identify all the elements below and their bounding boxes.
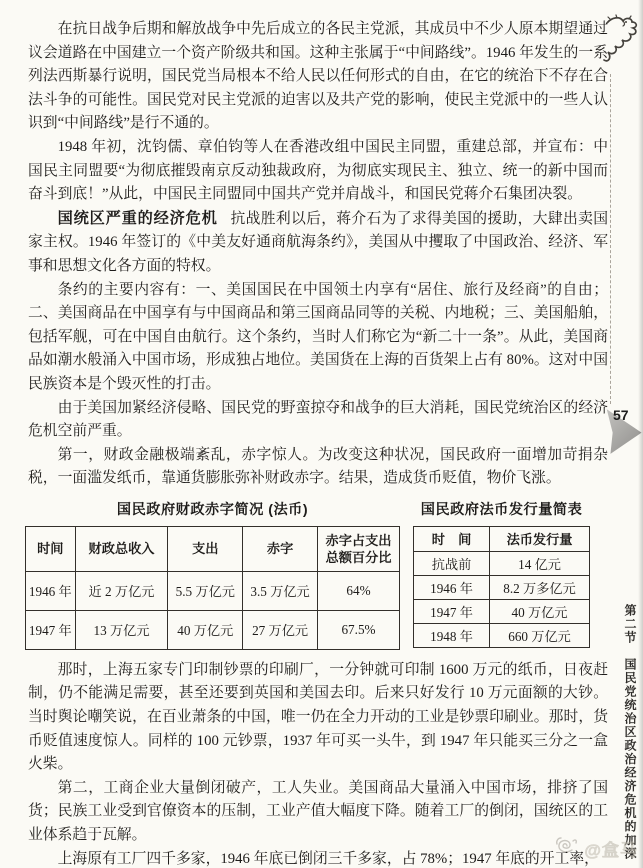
table-cell: 3.5 万亿元 [243,571,318,610]
fiscal-table-title: 国民政府财政赤字简况 (法币) [116,501,309,518]
table-cell: 67.5% [317,610,399,649]
table-cell: 40 万亿元 [168,610,243,649]
paragraph-economic-crisis-intro [28,207,608,279]
watermark-text: @盒马 [584,841,638,860]
table-row [414,551,590,575]
table-cell: 1947 年 [414,599,490,623]
content-column [28,18,608,868]
tables-row [25,499,608,650]
table-cell: 1946 年 [26,571,76,610]
table-cell: 1946 年 [414,575,490,599]
section-intro-text: 抗战胜利以后，蒋介石为了求得美国的援助，大肆出卖国家主权。1946 年签订的《中美友好通商航海条约》，美国从中攫取了中国政治、经济、军事和思想文化各方面的特权。 [28,210,608,274]
currency-issue-table [413,526,590,648]
column-header: 赤字占支出总额百分比 [317,526,399,571]
margin-divider-line [610,74,611,404]
table-cell: 近 2 万亿元 [75,571,168,610]
table-row [414,575,590,599]
column-header: 法币发行量 [490,526,590,551]
table-cell: 5.5 万亿元 [168,571,243,610]
table-cell: 14 亿元 [490,551,590,575]
paragraph-treaty-contents: 条约的主要内容有：一、美国国民在中国领土内享有“居住、旅行及经商”的自由；二、美国商品在中国享有与中国商品和第三国商品同等的关税、内地税；三、美国船舶，包括军舰，可在中国自由航行。这个条约，当时人们称它为“新二十一条”。从此，美国商品如潮水般涌入中国市场，形成独占地位。美国货在上海的百货架上占有 80%。这对中国民族资本是个毁灭性的打击。 [28,281,608,392]
table-cell: 抗战前 [414,551,490,575]
table-cell: 1948 年 [414,623,490,647]
table-cell: 27 万亿元 [243,610,318,649]
section-heading: 国统区严重的经济危机 [57,209,218,227]
table-header-row [26,526,400,571]
chapter-side-title: 第二节 国民党统治区政治经济危机的加深 [623,604,637,861]
paragraph-democratic-parties: 在抗日战争后期和解放战争中先后成立的各民主党派，其成员中不少人原本期望通过议会道路在中国建立一个资产阶级共和国。这种主张属于“中间路线”。1946 年发生的一系列法西斯暴行说明，国民党当局根本不给人民以任何形式的自由，在它的统治下不存在合法斗争的可能性。国民党对民主党派的迫害以及共产党的影响，使民主党派中的一些人认识到“中间路线”是行不通的。 [28,21,608,132]
page-number: 57 [613,407,629,423]
table-cell: 8.2 万多亿元 [490,575,590,599]
table-cell: 40 万亿元 [490,599,590,623]
column-header: 时间 [26,526,76,571]
paragraph-crisis-severe: 由于美国加紧经济侵略、国民党的野蛮掠夺和战争的巨大消耗，国民党统治区的经济危机空前严重。 [28,399,608,440]
paragraph-league-reorganized: 1948 年初，沈钧儒、章伯钧等人在香港改组中国民主同盟，重建总部，并宣布：中国民主同盟要“为彻底摧毁南京反动独裁政府，为彻底实现民主、独立、统一的新中国而奋斗到底！”从此，中国民主同盟同中国共产党并肩战斗，和国民党蒋介石集团决裂。 [28,138,608,203]
paragraph-shanghai-factories: 上海原有工厂四千多家，1946 年底已倒闭三千多家，占 78%；1947 年底的开工率， [57,850,599,867]
table-header-row [414,526,590,551]
paragraph-bankruptcies: 第二，工商企业大量倒闭破产，工人失业。美国商品大量涌入中国市场，排挤了国货；民族工业受到官僚资本的压制，工业产值大幅度下降。随着工厂的倒闭，国统区的工业体系趋于瓦解。 [28,779,608,844]
fiscal-deficit-table [25,526,400,650]
table-row [26,610,400,649]
page-number-tab [606,404,643,456]
table-cell: 660 万亿元 [490,623,590,647]
paragraph-fiscal-chaos: 第一，财政金融极端紊乱，赤字惊人。为改变这种状况，国民政府一面增加苛捐杂税，一面滥发纸币，靠通货膨胀弥补财政赤字。结果，造成货币贬值，物价飞涨。 [28,446,608,487]
fiscal-deficit-table-section [25,499,400,650]
column-header: 赤字 [243,526,318,571]
currency-table-title: 国民政府法币发行量简表 [420,501,583,518]
table-row [26,571,400,610]
table-row [414,599,590,623]
table-row [414,623,590,647]
column-header: 时 间 [414,526,490,551]
table-cell: 1947 年 [26,610,76,649]
currency-issue-table-section [413,499,590,648]
paragraph-money-printing: 那时，上海五家专门印制钞票的印刷厂，一分钟就可印制 1600 万元的纸币，日夜赶制，仍不能满足需要，甚至还要到英国和美国去印。后来只好发行 10 万元面额的大钞。当时舆论嘲笑说，在百业萧条的中国，唯一仍在全力开动的工业是钞票印刷业。那时，货币贬值速度惊人。同样的 100 元钞票，1937 年可买一头牛，到 1947 年只能买三分之一盒火柴。 [28,661,608,773]
column-header: 财政总收入 [75,526,168,571]
column-header: 支出 [168,526,243,571]
table-cell: 64% [317,571,399,610]
table-cell: 13 万亿元 [75,610,168,649]
